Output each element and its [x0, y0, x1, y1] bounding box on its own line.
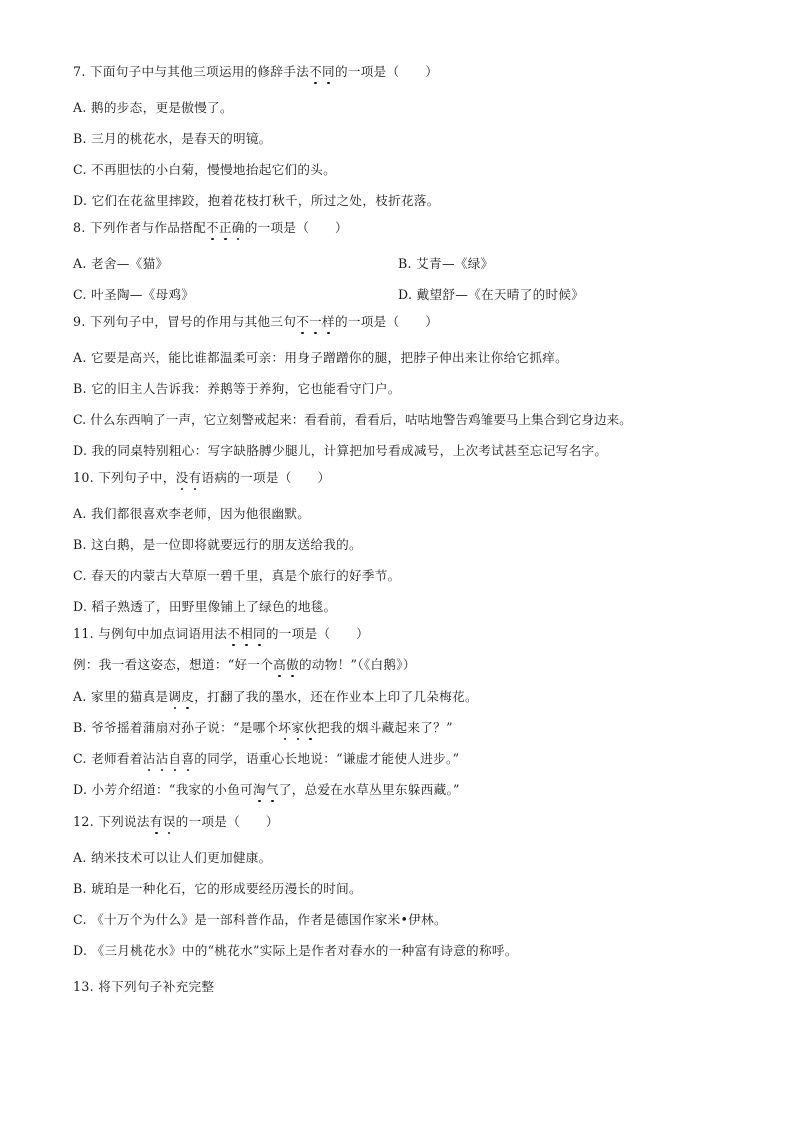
q10-stem: 10. 下列句子中，没有语病的一项是（ ）	[73, 470, 331, 485]
q7-option-d: D. 它们在花盆里摔跤，抱着花枝打秋千，所过之处，枝折花落。	[73, 193, 440, 208]
q12-stem: 12. 下列说法有误的一项是（ ）	[73, 814, 279, 829]
q9-stem: 9. 下列句子中，冒号的作用与其他三句不一样的一项是（ ）	[73, 314, 439, 329]
q12-option-a: A. 纳米技术可以让人们更加健康。	[73, 850, 272, 865]
q7-option-b: B. 三月的桃花水，是春天的明镜。	[73, 131, 272, 146]
q9-option-b: B. 它的旧主人告诉我：养鹅等于养狗，它也能看守门户。	[73, 381, 401, 396]
q10-option-b: B. 这白鹅，是一位即将就要远行的朋友送给我的。	[73, 537, 362, 552]
q11-option-c: C. 老师看着沾沾自喜的同学，语重心长地说：“谦虚才能使人进步。”	[73, 751, 460, 766]
q12-option-c: C. 《十万个为什么》是一部科普作品，作者是德国作家米•伊林。	[73, 912, 447, 927]
q11-option-b: B. 爷爷摇着蒲扇对孙子说：“是哪个坏家伙把我的烟斗藏起来了？”	[73, 720, 453, 735]
q9-option-c: C. 什么东西响了一声，它立刻警戒起来：看看前，看看后，咕咕地警告鸡雏要马上集合到它身边来。	[73, 412, 632, 427]
q7-stem: 7. 下面句子中与其他三项运用的修辞手法不同的一项是（ ）	[73, 64, 439, 79]
q8-stem: 8. 下列作者与作品搭配不正确的一项是（ ）	[73, 220, 348, 235]
q9-option-a: A. 它要是高兴，能比谁都温柔可亲：用身子蹭蹭你的腿，把脖子伸出来让你给它抓痒。	[73, 350, 569, 365]
q11-stem: 11. 与例句中加点词语用法不相同的一项是（ ）	[73, 626, 370, 641]
q10-option-a: A. 我们都很喜欢李老师，因为他很幽默。	[73, 506, 311, 521]
q7-option-a: A. 鹅的步态，更是傲慢了。	[73, 100, 233, 115]
q8-option-c: C. 叶圣陶—《母鸡》	[73, 287, 195, 302]
q11-option-a: A. 家里的猫真是调皮，打翻了我的墨水，还在作业本上印了几朵梅花。	[73, 689, 478, 704]
q8-option-a: A. 老舍—《猫》	[73, 256, 169, 271]
q7-option-c: C. 不再胆怯的小白菊，慢慢地抬起它们的头。	[73, 162, 337, 177]
q13-stem: 13. 将下列句子补充完整	[73, 979, 215, 994]
q10-option-d: D. 稻子熟透了，田野里像铺上了绿色的地毯。	[73, 599, 337, 614]
q9-option-d: D. 我的同桌特别粗心：写字缺胳膊少腿儿，计算把加号看成减号，上次考试甚至忘记写名字。	[73, 443, 608, 458]
q12-option-d: D. 《三月桃花水》中的“桃花水”实际上是作者对春水的一种富有诗意的称呼。	[73, 943, 518, 958]
q11-example: 例：我一看这姿态，想道：“好一个高傲的动物！”（《白鹅》）	[73, 657, 416, 672]
q11-option-d: D. 小芳介绍道：“我家的小鱼可淘气了，总爱在水草丛里东躲西藏。”	[73, 782, 460, 797]
q8-option-b: B. 艾青—《绿》	[398, 256, 494, 271]
q10-option-c: C. 春天的内蒙古大草原一碧千里，真是个旅行的好季节。	[73, 568, 401, 583]
q8-option-d: D. 戴望舒—《在天晴了的时候》	[398, 287, 585, 302]
q12-option-b: B. 琥珀是一种化石，它的形成要经历漫长的时间。	[73, 881, 362, 896]
